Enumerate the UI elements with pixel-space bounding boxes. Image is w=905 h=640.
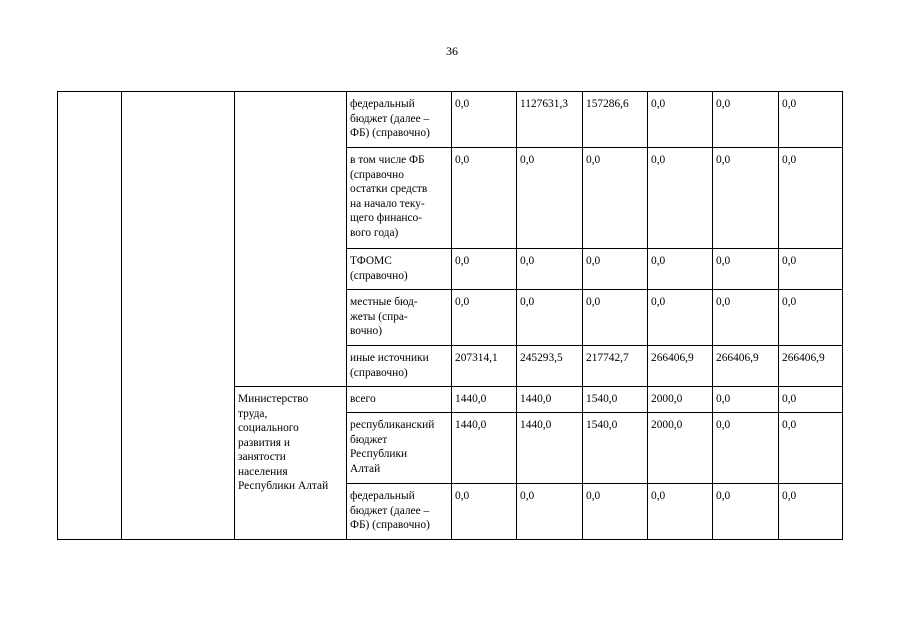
value-cell: 2000,0: [648, 387, 713, 413]
value-cell: 1540,0: [583, 413, 648, 484]
source-cell: ТФОМС (справочно): [347, 249, 452, 290]
source-cell: местные бюд- жеты (спра- вочно): [347, 290, 452, 346]
source-cell: иные источники (справочно): [347, 346, 452, 387]
value-cell: 0,0: [648, 249, 713, 290]
value-cell: 0,0: [713, 290, 779, 346]
value-cell: 1440,0: [452, 413, 517, 484]
value-cell: 266406,9: [779, 346, 843, 387]
value-cell: 245293,5: [517, 346, 583, 387]
source-cell: федеральный бюджет (далее – ФБ) (справочно): [347, 92, 452, 148]
value-cell: 0,0: [648, 290, 713, 346]
value-cell: 0,0: [779, 148, 843, 249]
value-cell: 157286,6: [583, 92, 648, 148]
value-cell: 0,0: [583, 484, 648, 540]
value-cell: 0,0: [452, 148, 517, 249]
value-cell: 0,0: [713, 92, 779, 148]
empty-col-1-cell: [58, 92, 122, 540]
value-cell: 0,0: [452, 249, 517, 290]
value-cell: 1440,0: [517, 387, 583, 413]
value-cell: 0,0: [583, 290, 648, 346]
value-cell: 0,0: [713, 249, 779, 290]
source-cell: республиканский бюджет Республики Алтай: [347, 413, 452, 484]
budget-table: [57, 91, 843, 540]
value-cell: 0,0: [583, 148, 648, 249]
value-cell: 0,0: [517, 290, 583, 346]
value-cell: 1440,0: [517, 413, 583, 484]
value-cell: 0,0: [713, 413, 779, 484]
value-cell: 0,0: [779, 484, 843, 540]
value-cell: 0,0: [517, 249, 583, 290]
value-cell: 217742,7: [583, 346, 648, 387]
value-cell: 0,0: [452, 290, 517, 346]
value-cell: 207314,1: [452, 346, 517, 387]
value-cell: 0,0: [517, 148, 583, 249]
value-cell: 2000,0: [648, 413, 713, 484]
value-cell: 1440,0: [452, 387, 517, 413]
page-number: 36: [446, 44, 458, 58]
value-cell: 0,0: [713, 148, 779, 249]
source-cell: в том числе ФБ (справочно остатки средств на начало теку- щего финансо- вого года): [347, 148, 452, 249]
value-cell: 1540,0: [583, 387, 648, 413]
value-cell: 0,0: [779, 92, 843, 148]
value-cell: 0,0: [583, 249, 648, 290]
empty-col-3-cell: [235, 92, 347, 387]
value-cell: 1127631,3: [517, 92, 583, 148]
value-cell: 0,0: [779, 413, 843, 484]
value-cell: 0,0: [517, 484, 583, 540]
value-cell: 0,0: [452, 484, 517, 540]
table-row: [58, 92, 843, 148]
empty-col-2-cell: [122, 92, 235, 540]
ministry-cell: Министерство труда, социального развития и занятости населения Республики Алтай: [235, 387, 347, 540]
value-cell: 0,0: [779, 290, 843, 346]
value-cell: 0,0: [779, 387, 843, 413]
value-cell: 0,0: [779, 249, 843, 290]
value-cell: 0,0: [713, 387, 779, 413]
value-cell: 0,0: [648, 92, 713, 148]
value-cell: 266406,9: [648, 346, 713, 387]
value-cell: 0,0: [713, 484, 779, 540]
value-cell: 266406,9: [713, 346, 779, 387]
source-cell: федеральный бюджет (далее – ФБ) (справочно): [347, 484, 452, 540]
value-cell: 0,0: [648, 484, 713, 540]
value-cell: 0,0: [648, 148, 713, 249]
value-cell: 0,0: [452, 92, 517, 148]
source-cell: всего: [347, 387, 452, 413]
